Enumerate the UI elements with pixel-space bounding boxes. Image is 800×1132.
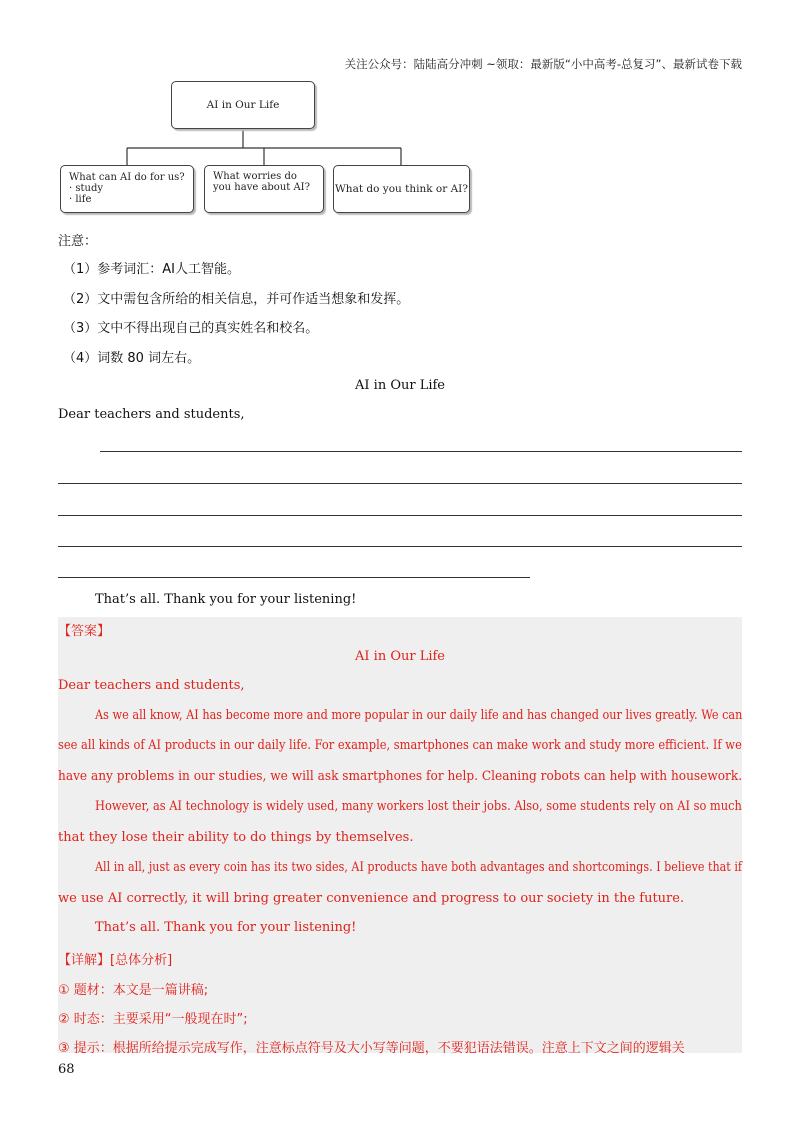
note-item: （2）文中需包含所给的相关信息，并可作适当想象和发挥。 [63, 291, 410, 307]
analysis-sublabel: [总体分析] [110, 953, 173, 968]
analysis-item: ③ 提示：根据所给提示完成写作，注意标点符号及大小写等问题，不要犯语法错误。注意上下文之间的逻辑关 [58, 1041, 685, 1056]
answer-title: AI in Our Life [355, 649, 445, 664]
task-title: AI in Our Life [355, 378, 445, 393]
analysis-item: ① 题材：本文是一篇讲稿; [58, 983, 209, 998]
note-item: （3）文中不得出现自己的真实姓名和校名。 [63, 321, 319, 336]
essay-closing: That’s all. Thank you for your listening! [95, 920, 357, 935]
essay-line: All in all, just as every coin has its two sides, AI products have both advantages and shortcomings. I believe that if [95, 860, 743, 875]
notes-title: 注意： [58, 234, 98, 249]
node-title: What can AI do for us? [69, 172, 185, 183]
essay-line: that they lose their ability to do things by themselves. [58, 830, 414, 845]
essay-line: we use AI correctly, it will bring greater convenience and progress to our society in the future. [58, 891, 685, 906]
answer-label: 【答案】 [58, 624, 111, 639]
essay-line: However, as AI technology is widely used, many workers lost their jobs. Also, some students rely on AI so much [95, 799, 742, 814]
node-line: you have about AI? [213, 182, 310, 193]
diagram-root-label: AI in Our Life [206, 98, 280, 111]
page-number: 68 [58, 1062, 75, 1077]
analysis-heading [58, 949, 172, 968]
node-line: What worries do [213, 171, 297, 182]
node-label: What do you think or AI? [335, 182, 468, 195]
task-closing: That’s all. Thank you for your listening! [95, 592, 357, 607]
note-item: （4）词数 80 词左右。 [63, 350, 201, 366]
header-note: 关注公众号：陆陆高分冲刺 ~领取：最新版“小中高考-总复习”、最新试卷下载 [344, 57, 742, 71]
essay-line: have any problems in our studies, we will ask smartphones for help. Cleaning robots can help with housework. [58, 769, 743, 784]
task-greeting: Dear teachers and students, [58, 407, 245, 422]
node-bullet: · life [69, 194, 92, 205]
analysis-item: ② 时态：主要采用“一般现在时”; [58, 1012, 248, 1027]
essay-line: As we all know, AI has become more and more popular in our daily life and has changed our lives greatly. We can [95, 708, 743, 723]
analysis-label: 【详解】 [58, 953, 111, 968]
essay-line: see all kinds of AI products in our daily life. For example, smartphones can make work and study more efficient. If we [58, 738, 742, 753]
node-bullet: · study [69, 183, 103, 194]
note-item: （1）参考词汇：AI人工智能。 [63, 262, 240, 277]
essay-greeting: Dear teachers and students, [58, 678, 245, 693]
